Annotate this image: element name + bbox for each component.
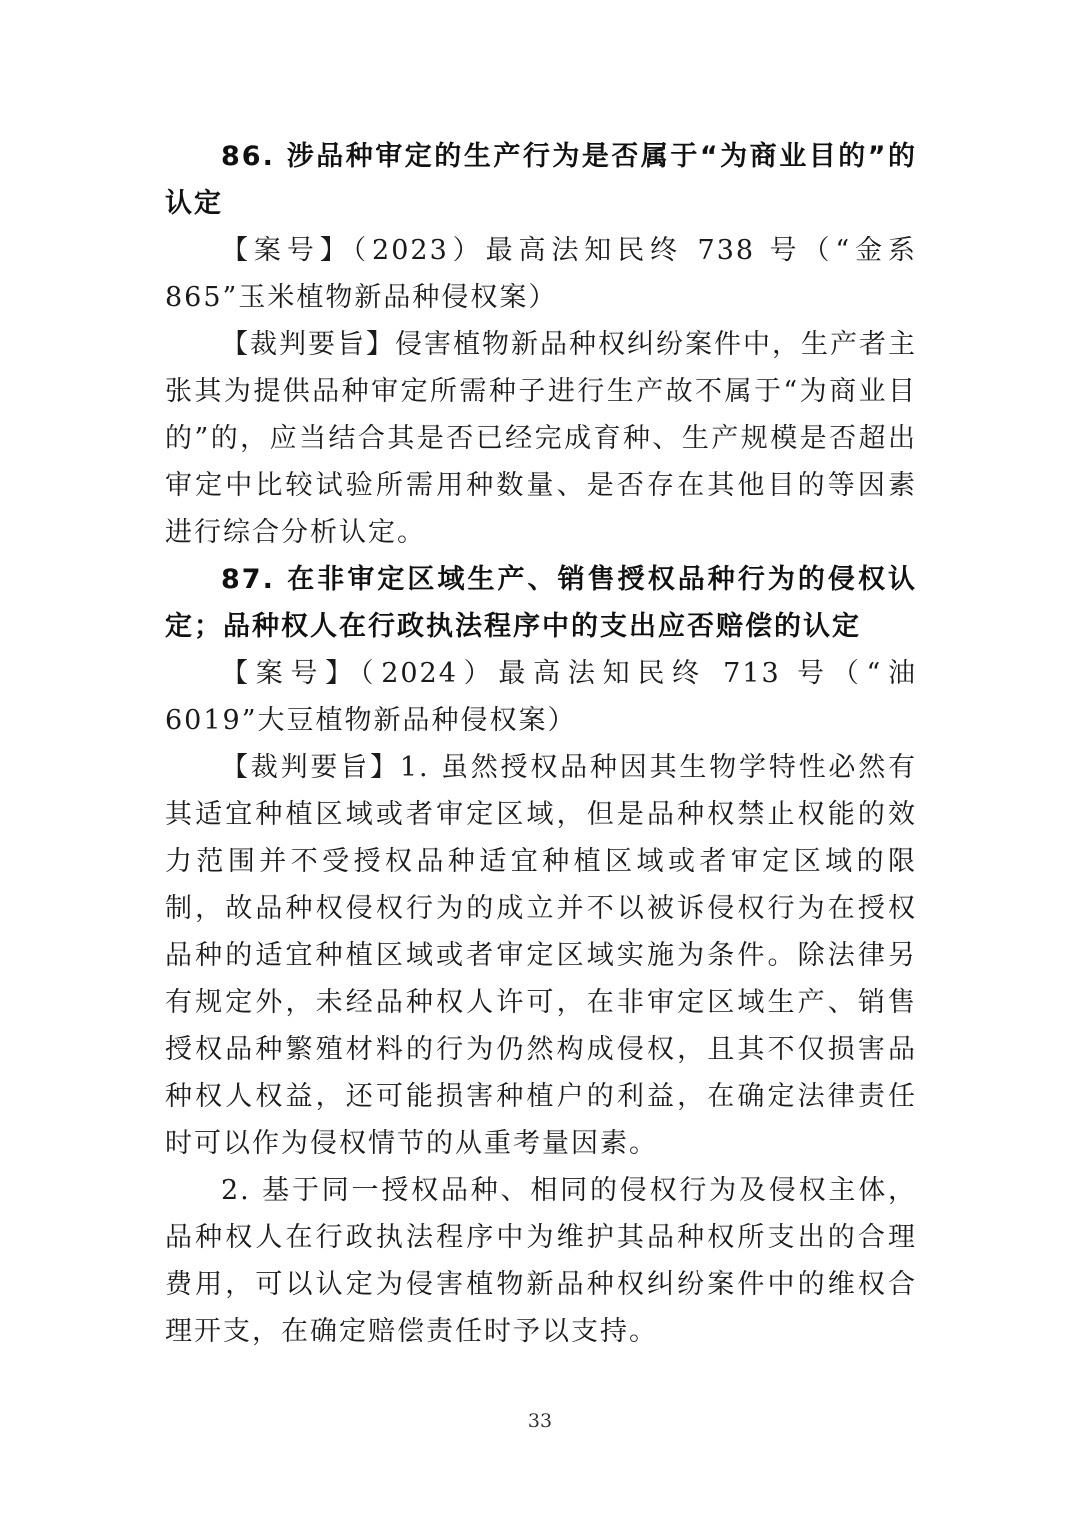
section-86-case-number [165, 227, 917, 321]
page-number: 33 [527, 1410, 553, 1432]
case-number-text: （2023）最高法知民终 738 号（“金系 865”玉米植物新品种侵权案） [165, 235, 917, 313]
section-87-case-number [165, 650, 917, 744]
section-87-gist-2: 2. 基于同一授权品种、相同的侵权行为及侵权主体，品种权人在行政执法程序中为维护其品种权所支出的合理费用，可以认定为侵害植物新品种权纠纷案件中的维权合理开支，在确定赔偿责任时予以支持。 [165, 1175, 917, 1347]
case-number-label: 【案号】 [221, 235, 353, 266]
section-86-title: 86. 涉品种审定的生产行为是否属于“为商业目的”的认定 [165, 141, 917, 219]
section-87-gist-1 [165, 744, 917, 1167]
case-number-label: 【案号】 [221, 658, 360, 689]
section-87-title: 87. 在非审定区域生产、销售授权品种行为的侵权认定；品种权人在行政执法程序中的支出应否赔偿的认定 [165, 564, 917, 642]
gist-label: 【裁判要旨】 [221, 329, 395, 360]
gist-text: 1. 虽然授权品种因其生物学特性必然有其适宜种植区域或者审定区域，但是品种权禁止权能的效力范围并不受授权品种适宜种植区域或者审定区域的限制，故品种权侵权行为的成立并不以被诉侵权行为在授权品种的适宜种植区域或者审定区域实施为条件。除法律另有规定外，未经品种权人许可，在非审定区域生产、销售授权品种繁殖材料的行为仍然构成侵权，且其不仅损害品种权人权益，还可能损害种植户的利益，在确定法律责任时可以作为侵权情节的从重考量因素。 [165, 752, 918, 1159]
page-content [165, 133, 917, 1355]
gist-label: 【裁判要旨】 [221, 752, 400, 783]
section-86-gist [165, 321, 917, 556]
gist-text: 侵害植物新品种权纠纷案件中，生产者主张其为提供品种审定所需种子进行生产故不属于“为商业目的”的，应当结合其是否已经完成育种、生产规模是否超出审定中比较试验所需用种数量、是否存在其他目的等因素进行综合分析认定。 [165, 329, 917, 548]
case-number-text: （2024）最高法知民终 713 号（“油 6019”大豆植物新品种侵权案） [165, 658, 917, 736]
